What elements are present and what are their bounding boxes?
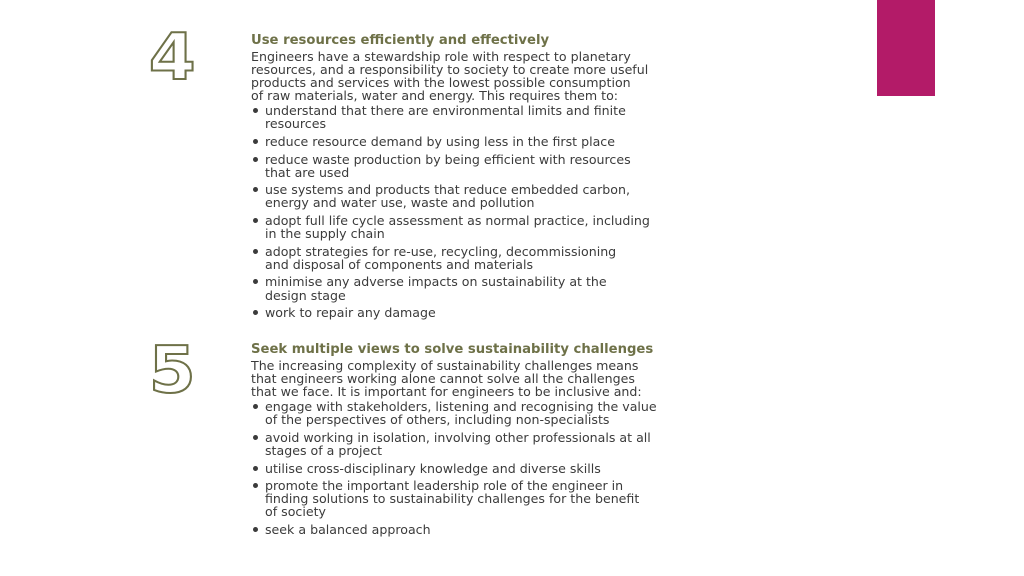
bullet-line: reduce resource demand by using less in the first place xyxy=(265,134,615,150)
list-item xyxy=(251,183,831,209)
section-intro xyxy=(251,50,831,102)
section-heading: Seek multiple views to solve sustainability challenges xyxy=(251,342,654,357)
bullet-line: stages of a project xyxy=(265,443,383,459)
list-item xyxy=(251,462,831,475)
bullet-line: adopt full life cycle assessment as normal practice, including xyxy=(265,213,650,229)
intro-line: The increasing complexity of sustainability challenges means xyxy=(251,358,639,373)
bullet-line: reduce waste production by being efficient with resources xyxy=(265,151,631,167)
bullet-line: design stage xyxy=(265,287,346,303)
list-item xyxy=(251,104,831,130)
intro-line: of raw materials, water and energy. This requires them to: xyxy=(251,88,619,104)
bullet-list xyxy=(251,400,831,536)
bullet-line: minimise any adverse impacts on sustainability at the xyxy=(265,274,607,290)
bullet-line: adopt strategies for re-use, recycling, decommissioning xyxy=(265,243,617,259)
bullet-line: resources xyxy=(265,116,327,132)
list-item xyxy=(251,135,831,148)
section-intro xyxy=(251,359,831,398)
bullet-line: understand that there are environmental limits and finite xyxy=(265,103,626,119)
bullet-line: of society xyxy=(265,504,326,520)
bullet-line: avoid working in isolation, involving other professionals at all xyxy=(265,429,651,445)
section-content xyxy=(251,341,831,541)
list-item xyxy=(251,523,831,536)
bullet-line: that are used xyxy=(265,164,350,180)
bullet-line: and disposal of components and materials xyxy=(265,256,534,272)
section-content xyxy=(251,32,831,324)
bullet-line: promote the important leadership role of the engineer in xyxy=(265,478,624,494)
list-item xyxy=(251,306,831,319)
list-item xyxy=(251,431,831,457)
accent-bar xyxy=(877,0,935,96)
bullet-line: engage with stakeholders, listening and recognising the value xyxy=(265,399,657,415)
bullet-line: use systems and products that reduce embedded carbon, xyxy=(265,182,630,198)
intro-line: resources, and a responsibility to society to create more useful xyxy=(251,62,649,78)
section-number: 4 xyxy=(148,21,196,95)
intro-line: products and services with the lowest possible consumption xyxy=(251,75,631,91)
bullet-line: seek a balanced approach xyxy=(265,522,431,538)
section-heading: Use resources efficiently and effectively xyxy=(251,33,550,48)
list-item xyxy=(251,153,831,179)
bullet-list xyxy=(251,104,831,319)
bullet-line: work to repair any damage xyxy=(265,305,436,321)
bullet-line: utilise cross-disciplinary knowledge and diverse skills xyxy=(265,460,601,476)
intro-line: Engineers have a stewardship role with respect to planetary xyxy=(251,49,631,64)
bullet-line: energy and water use, waste and pollution xyxy=(265,195,535,211)
bullet-line: finding solutions to sustainability challenges for the benefit xyxy=(265,491,640,507)
list-item xyxy=(251,214,831,240)
intro-line: that engineers working alone cannot solve all the challenges xyxy=(251,371,635,387)
list-item xyxy=(251,400,831,426)
list-item xyxy=(251,245,831,271)
bullet-line: of the perspectives of others, including non-specialists xyxy=(265,412,610,428)
intro-line: that we face. It is important for engineers to be inclusive and: xyxy=(251,384,642,400)
section-number: 5 xyxy=(148,334,196,408)
list-item xyxy=(251,275,831,301)
list-item xyxy=(251,479,831,518)
bullet-line: in the supply chain xyxy=(265,226,385,242)
